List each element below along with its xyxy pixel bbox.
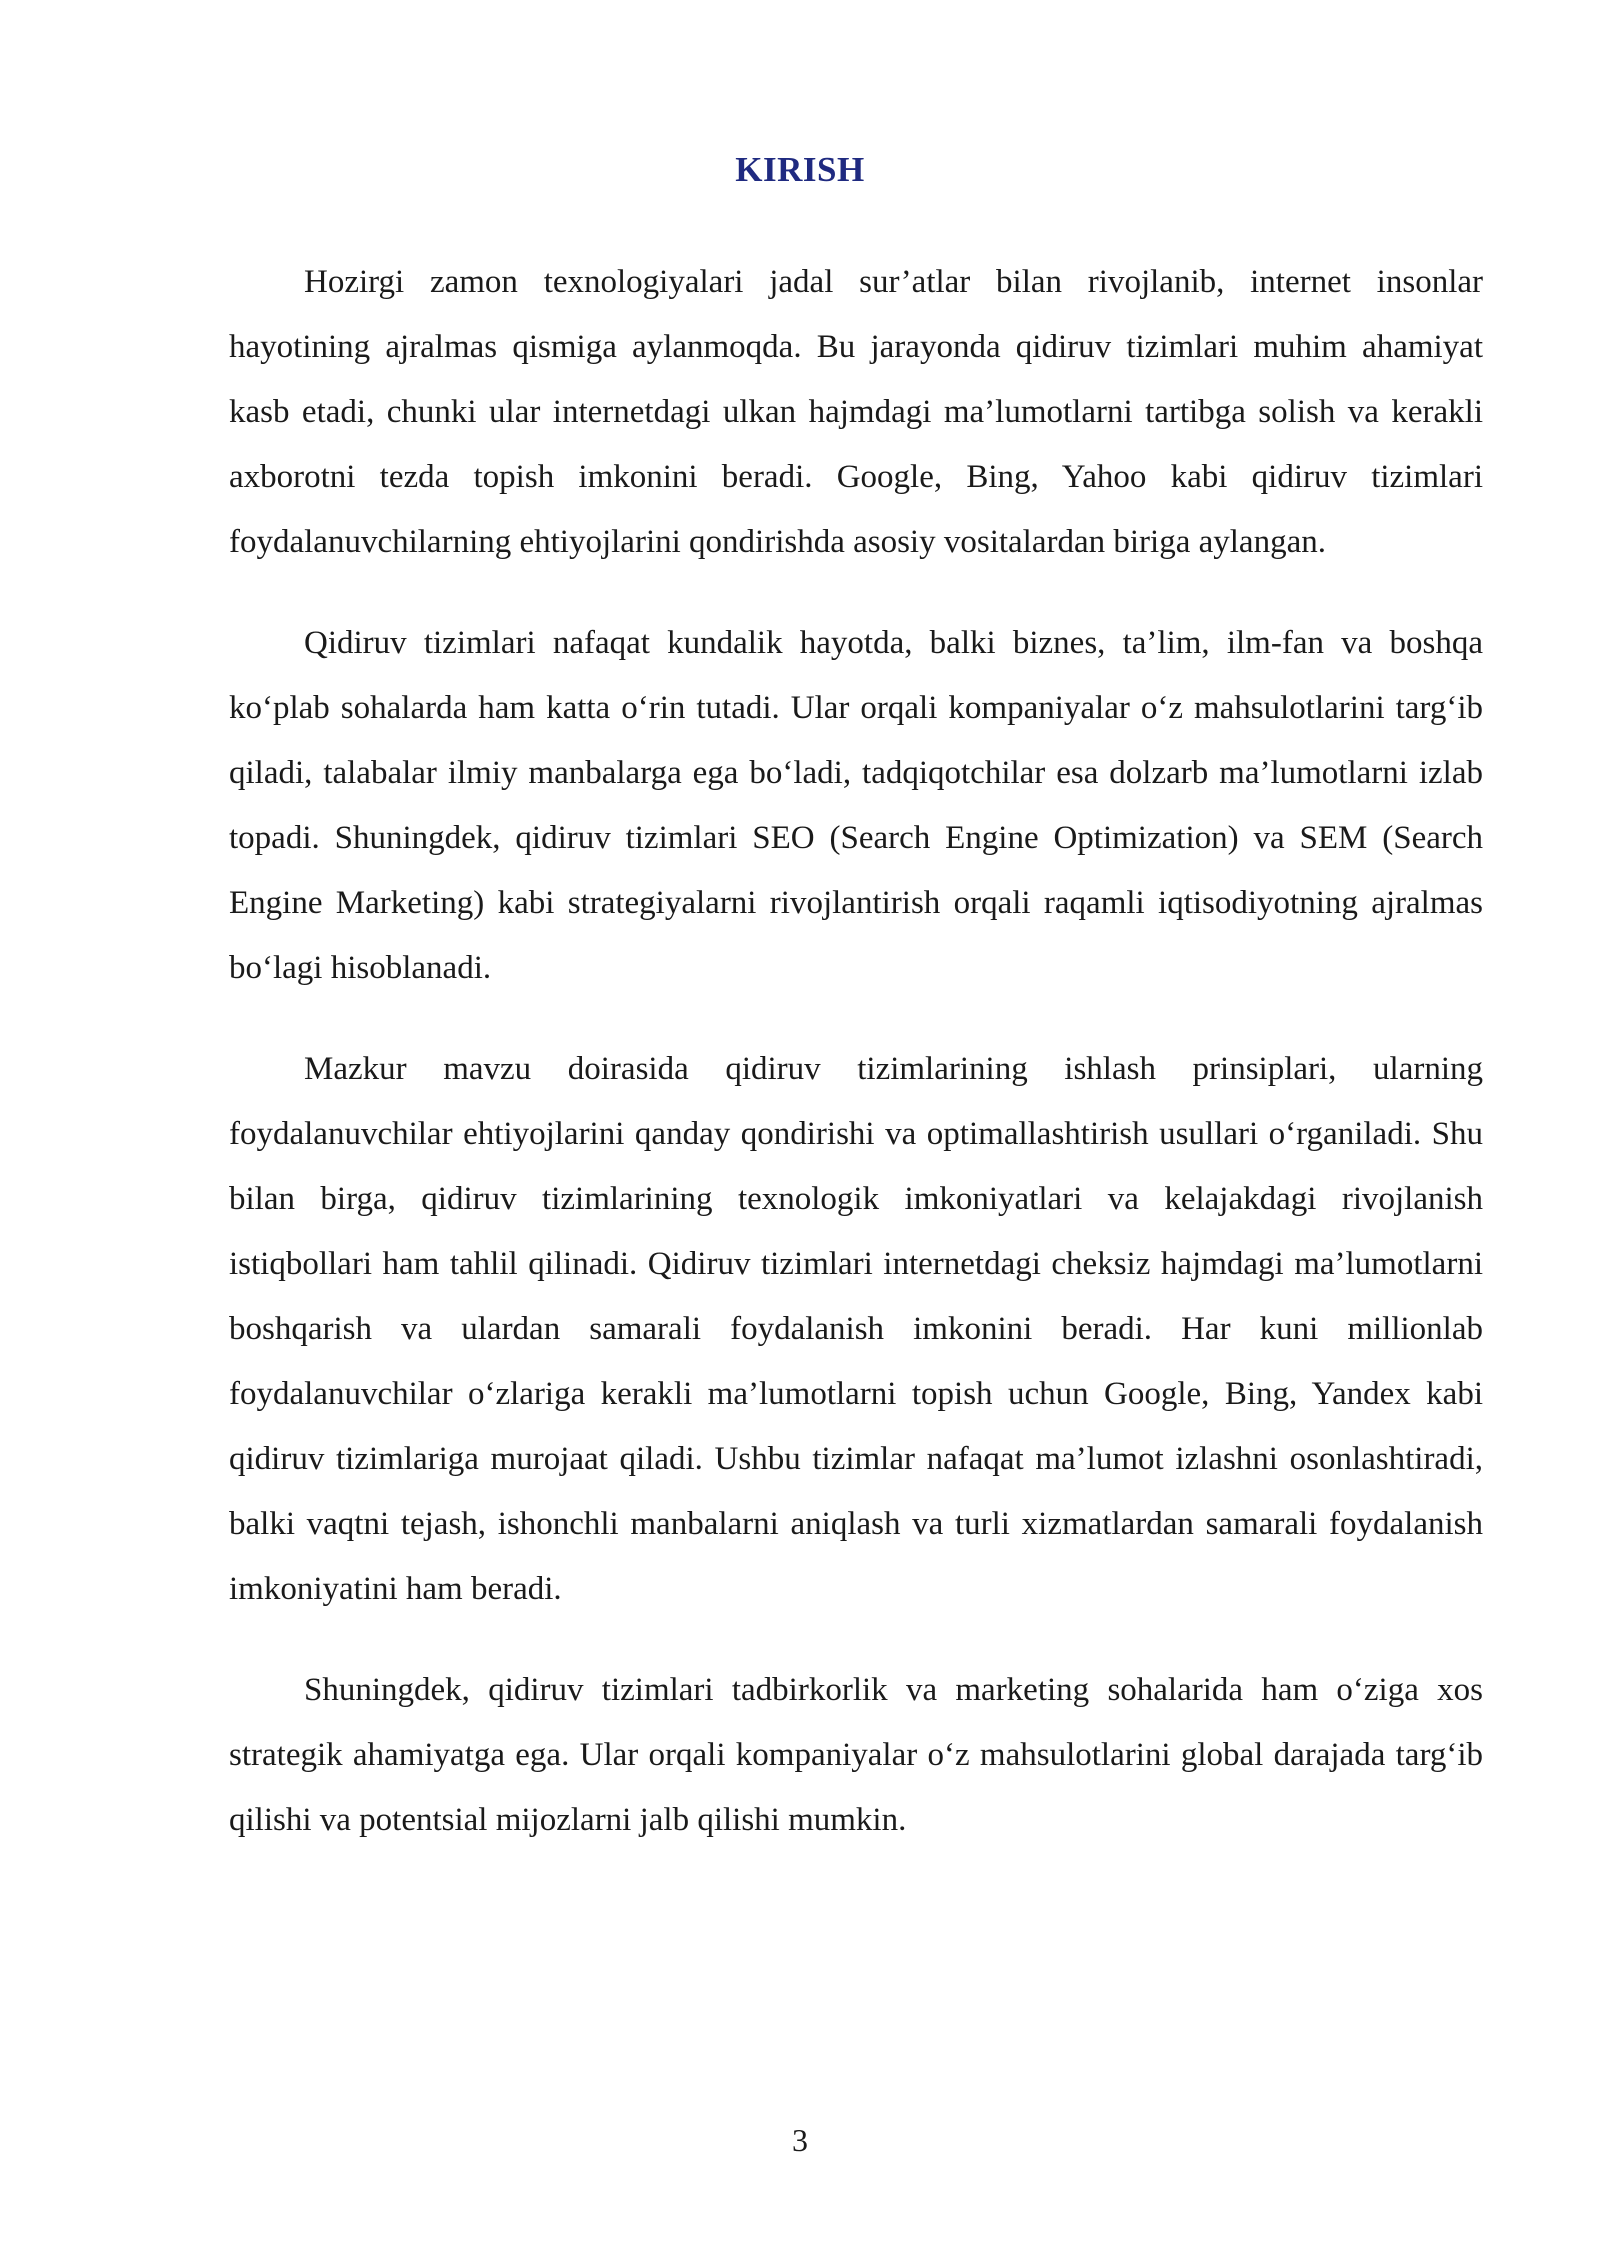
paragraph-3: Mazkur mavzu doirasida qidiruv tizimlarining ishlash prinsiplari, ularning foydalanuvchilar ehtiyojlarini qanday qondirishi va optimallashtirish usullari o‘rganiladi. Shu bilan birga, qidiruv tizimlarining texnologik imkoniyatlari va kelajakdagi rivojlanish istiqbollari ham tahlil qilinadi. Qidiruv tizimlari internetdagi cheksiz hajmdagi ma’lumotlarni boshqarish va ulardan samarali foydalanish imkonini beradi. Har kuni millionlab foydalanuvchilar o‘zlariga kerakli ma’lumotlarni topish uchun Google, Bing, Yandex kabi qidiruv tizimlariga murojaat qiladi. Ushbu tizimlar nafaqat ma’lumot izlashni osonlashtiradi, balki vaqtni tejash, ishonchli manbalarni aniqlash va turli xizmatlardan samarali foydalanish imkoniyatini ham beradi. <box>229 1051 1483 1607</box>
paragraph-4: Shuningdek, qidiruv tizimlari tadbirkorlik va marketing sohalarida ham o‘ziga xos strategik ahamiyatga ega. Ular orqali kompaniyalar o‘z mahsulotlarini global darajada targ‘ib qilishi va potentsial mijozlarni jalb qilishi mumkin. <box>229 1672 1483 1838</box>
paragraph-2: Qidiruv tizimlari nafaqat kundalik hayotda, balki biznes, ta’lim, ilm-fan va boshqa ko‘plab sohalarda ham katta o‘rin tutadi. Ular orqali kompaniyalar o‘z mahsulotlarini targ‘ib qiladi, talabalar ilmiy manbalarga ega bo‘ladi, tadqiqotchilar esa dolzarb ma’lumotlarni izlab topadi. Shuningdek, qidiruv tizimlari SEO (Search Engine Optimization) va SEM (Search Engine Marketing) kabi strategiyalarni rivojlantirish orqali raqamli iqtisodiyotning ajralmas bo‘lagi hisoblanadi. <box>229 625 1483 986</box>
body-text <box>229 250 1483 1889</box>
paragraph-1: Hozirgi zamon texnologiyalari jadal sur’atlar bilan rivojlanib, internet insonlar hayotining ajralmas qismiga aylanmoqda. Bu jarayonda qidiruv tizimlari muhim ahamiyat kasb etadi, chunki ular internetdagi ulkan hajmdagi ma’lumotlarni tartibga solish va kerakli axborotni tezda topish imkonini beradi. Google, Bing, Yahoo kabi qidiruv tizimlari foydalanuvchilarning ehtiyojlarini qondirishda asosiy vositalardan biriga aylangan. <box>229 264 1483 560</box>
page-number: 3 <box>792 2122 808 2158</box>
section-heading: KIRISH <box>735 150 865 189</box>
